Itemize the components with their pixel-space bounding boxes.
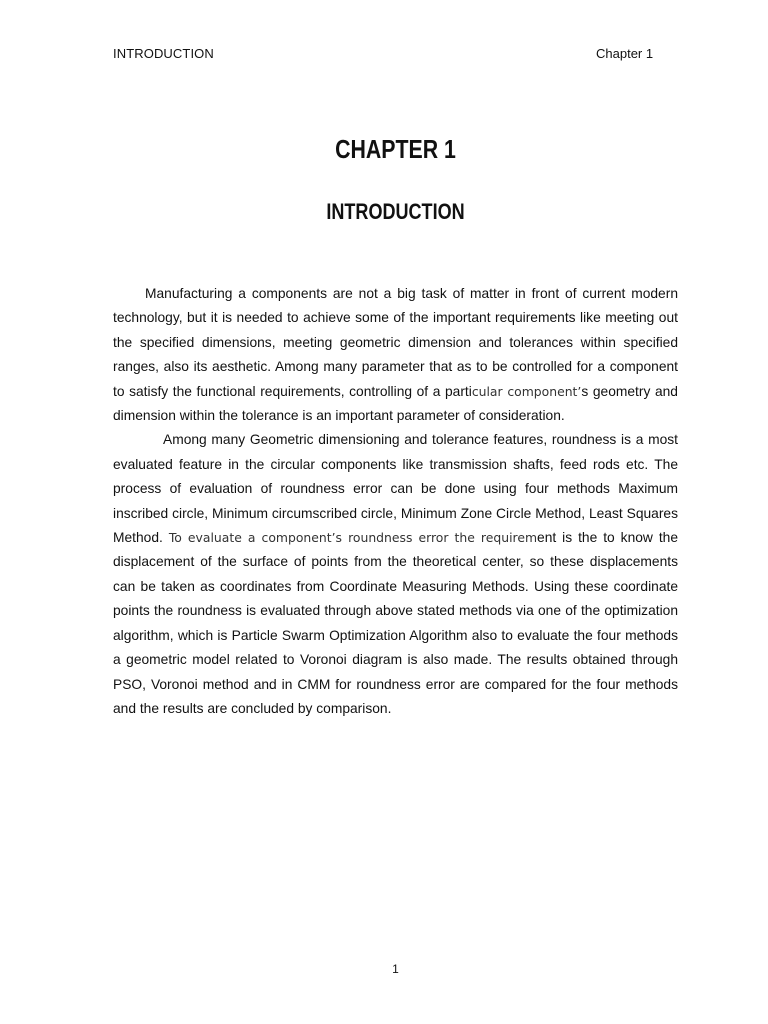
page-number: 1 bbox=[392, 962, 399, 976]
paragraph-1 bbox=[113, 282, 678, 428]
body-text bbox=[113, 282, 678, 721]
paragraph-2-text-b: To evaluate a component’s roundness error the requirem bbox=[168, 530, 538, 546]
running-header-chapter: Chapter 1 bbox=[596, 46, 654, 61]
paragraph-2 bbox=[113, 428, 678, 721]
paragraph-1-text-b: cular component’ bbox=[471, 383, 582, 399]
chapter-title: INTRODUCTION bbox=[326, 199, 465, 224]
paragraph-2-text-c: ent is the to know the displacement of the surface of points from the theoretical center, so these displacements can be taken as coordinates from Coordinate Measuring Methods. Using these coordinate points the roundness is evaluated through above stated methods via one of the optimization algorithm, which is Particle Swarm Optimization Algorithm also to evaluate the four methods a geometric model related to Voronoi diagram is also made. The results obtained through PSO, Voronoi method and in CMM for roundness error are compared for the four methods and the results are concluded by comparison. bbox=[113, 530, 679, 716]
paragraph-2-text-a: Among many Geometric dimensioning and tolerance features, roundness is a most evaluated feature in the circular components like transmission shafts, feed rods etc. The process of evaluation of roundness error can be done using four methods Maximum inscribed circle, Minimum circumscribed circle, Minimum Zone Circle Method, Least Squares Method. bbox=[113, 432, 678, 546]
running-header-title: INTRODUCTION bbox=[113, 46, 214, 61]
chapter-heading: CHAPTER 1 bbox=[335, 134, 456, 164]
paragraph-1-text-c: s geometry and dimension within the tolerance is an important parameter of consideration. bbox=[113, 383, 678, 424]
paragraph-1-text-a: Manufacturing a components are not a big task of matter in front of current modern technology, but it is needed to achieve some of the important requirements like meeting out the specified dimensions, meeting geometric dimension and tolerances within specified ranges, also its aesthetic. Among many parameter that as to be controlled for a component to satisfy the functional requirements, controlling of a parti bbox=[113, 286, 678, 399]
